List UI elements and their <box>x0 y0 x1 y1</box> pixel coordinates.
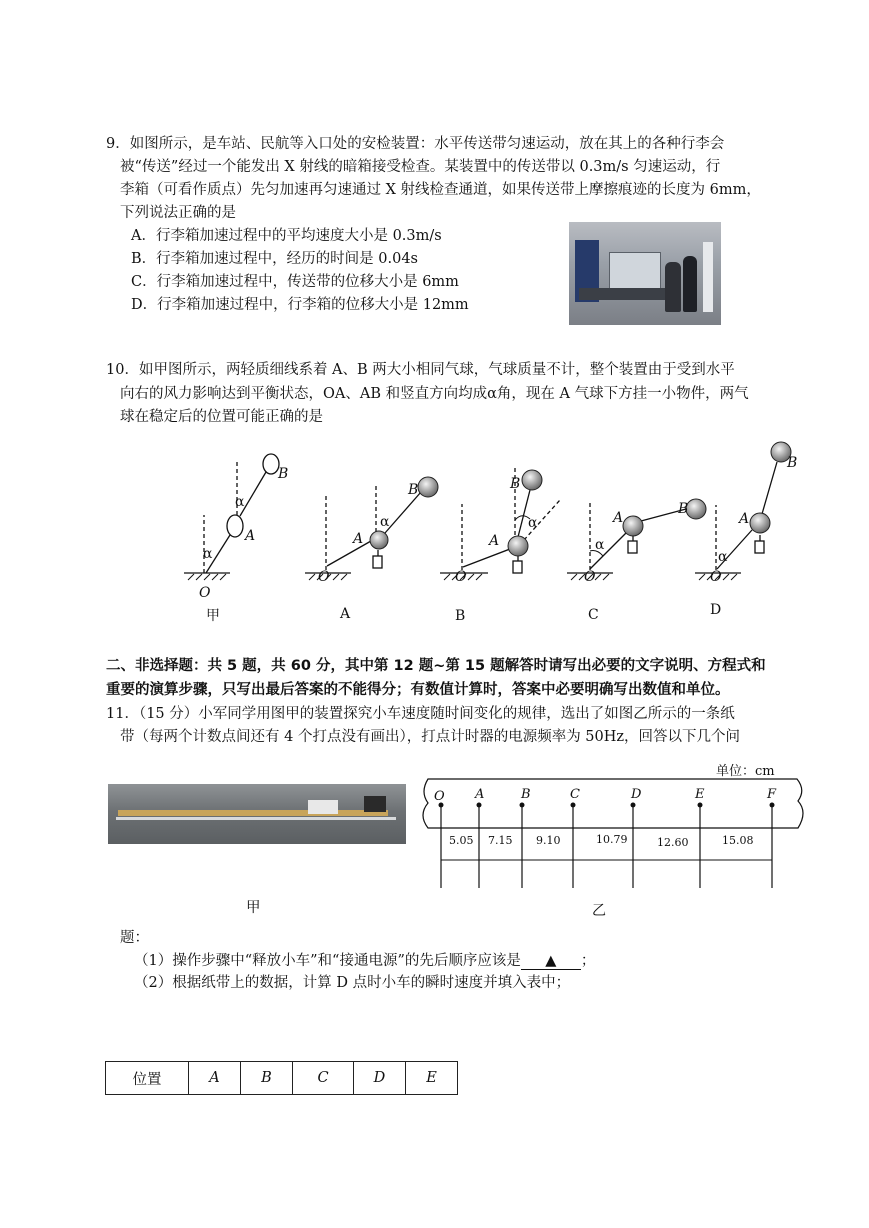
q10-line-3: 球在稳定后的位置可能正确的是 <box>120 409 323 425</box>
fig-c-label-a: A <box>613 510 624 526</box>
fig-jia-alpha-bottom: α <box>203 546 213 562</box>
fig-jia-alpha-top: α <box>235 494 245 510</box>
balloon-figures <box>0 435 869 635</box>
tape-segment-bc: 9.10 <box>536 834 561 847</box>
fig-caption-b: B <box>455 608 466 624</box>
security-scanner-photo <box>569 222 721 325</box>
fig-jia-label-o: O <box>199 585 211 601</box>
fig-caption-a: A <box>340 606 351 622</box>
q11-sub1-prefix: （1）操作步骤中“释放小车”和“接通电源”的先后顺序应该是 <box>134 953 521 969</box>
section2-line-2: 重要的演算步骤，只写出最后答案的不能得分；有数值计算时，答案中必要明确写出数值和单位。 <box>106 682 730 698</box>
tape-unit-label: 单位：cm <box>716 764 775 779</box>
fig-caption-jia: 甲 <box>206 608 220 624</box>
fig-b-label-o: O <box>455 569 467 585</box>
table-header-cell: 位置 <box>106 1062 189 1095</box>
tape-point-a: A <box>475 787 485 802</box>
q11-line-2: 带（每两个计数点间还有 4 个打点没有画出），打点计时器的电源频率为 50Hz，回答以下几个问 <box>120 729 741 745</box>
tape-point-f: F <box>767 787 777 802</box>
q10-line-1: 10．如甲图所示，两轻质细线系着 A、B 两大小相同气球，气球质量不计，整个装置由于受到水平 <box>106 362 735 378</box>
q9-line-1: 9．如图所示，是车站、民航等入口处的安检装置：水平传送带匀速运动，放在其上的各种行李会 <box>106 136 725 152</box>
table-cell-d: D <box>354 1062 406 1095</box>
fig-b-label-b: B <box>510 476 521 492</box>
paper-tape-diagram <box>0 760 869 920</box>
fig-b-alpha: α <box>528 515 538 531</box>
tape-point-d: D <box>631 787 642 802</box>
q11-sub1-suffix: ； <box>580 953 596 969</box>
tape-segment-ab: 7.15 <box>488 834 513 847</box>
table-cell-b: B <box>241 1062 293 1095</box>
table-cell-a: A <box>189 1062 241 1095</box>
fig-d-label-a: A <box>739 511 750 527</box>
tape-segment-cd: 10.79 <box>596 833 628 846</box>
fig-d-alpha: α <box>718 549 728 565</box>
fig-a-label-b: B <box>408 482 419 498</box>
table-cell-e: E <box>406 1062 458 1095</box>
q9-line-2: 被“传送”经过一个能发出 X 射线的暗箱接受检查。某装置中的传送带以 0.3m/s 匀速运动，行 <box>120 159 721 175</box>
velocity-table <box>105 1061 458 1095</box>
fig-caption-d: D <box>710 602 722 618</box>
q11-continuation: 题： <box>120 930 149 946</box>
fig-a-label-o: O <box>318 569 330 585</box>
table-row <box>106 1062 458 1095</box>
fig-a-alpha: α <box>380 514 390 530</box>
q10-line-2: 向右的风力影响达到平衡状态，OA、AB 和竖直方向均成α角，现在 A 气球下方挂一小物件，两气 <box>120 386 749 402</box>
tape-point-b: B <box>521 787 531 802</box>
q9-line-4: 下列说法正确的是 <box>120 205 236 221</box>
fig-d-label-o: O <box>710 569 722 585</box>
q11-sub1 <box>134 951 595 971</box>
table-cell-c: C <box>293 1062 354 1095</box>
apparatus-caption: 甲 <box>246 900 261 916</box>
q9-line-3: 李箱（可看作质点）先匀加速再匀速通过 X 射线检查通道，如果传送带上摩擦痕迹的长度为 6mm， <box>120 182 761 198</box>
tape-point-o: O <box>434 789 445 804</box>
q11-sub2: （2）根据纸带上的数据，计算 D 点时小车的瞬时速度并填入表中； <box>134 975 571 991</box>
fig-jia-label-a: A <box>245 528 256 544</box>
q9-option-c: C．行李箱加速过程中，传送带的位移大小是 6mm <box>131 274 459 290</box>
fig-jia-label-b: B <box>278 466 289 482</box>
fig-c-label-o: O <box>584 569 596 585</box>
tape-point-c: C <box>570 787 580 802</box>
tape-segment-ef: 15.08 <box>722 834 754 847</box>
fig-c-alpha: α <box>595 537 605 553</box>
q11-sub1-blank: ▲ <box>521 953 581 970</box>
tape-point-e: E <box>695 787 705 802</box>
section2-line-1: 二、非选择题：共 5 题，共 60 分，其中第 12 题~第 15 题解答时请写出必要的文字说明、方程式和 <box>106 658 766 674</box>
q9-option-b: B．行李箱加速过程中，经历的时间是 0.04s <box>131 251 418 267</box>
q9-option-a: A．行李箱加速过程中的平均速度大小是 0.3m/s <box>131 228 442 244</box>
tape-segment-oa: 5.05 <box>449 834 474 847</box>
tape-segment-de: 12.60 <box>657 836 689 849</box>
tape-caption: 乙 <box>592 903 606 919</box>
fig-d-label-b: B <box>787 455 798 471</box>
fig-caption-c: C <box>588 607 599 623</box>
q9-option-d: D．行李箱加速过程中，行李箱的位移大小是 12mm <box>131 297 469 313</box>
q11-line-1: 11．（15 分）小军同学用图甲的装置探究小车速度随时间变化的规律，选出了如图乙所示的一条纸 <box>106 706 735 722</box>
fig-a-label-a: A <box>353 531 364 547</box>
fig-c-label-b: B <box>678 501 689 517</box>
fig-b-label-a: A <box>489 533 500 549</box>
